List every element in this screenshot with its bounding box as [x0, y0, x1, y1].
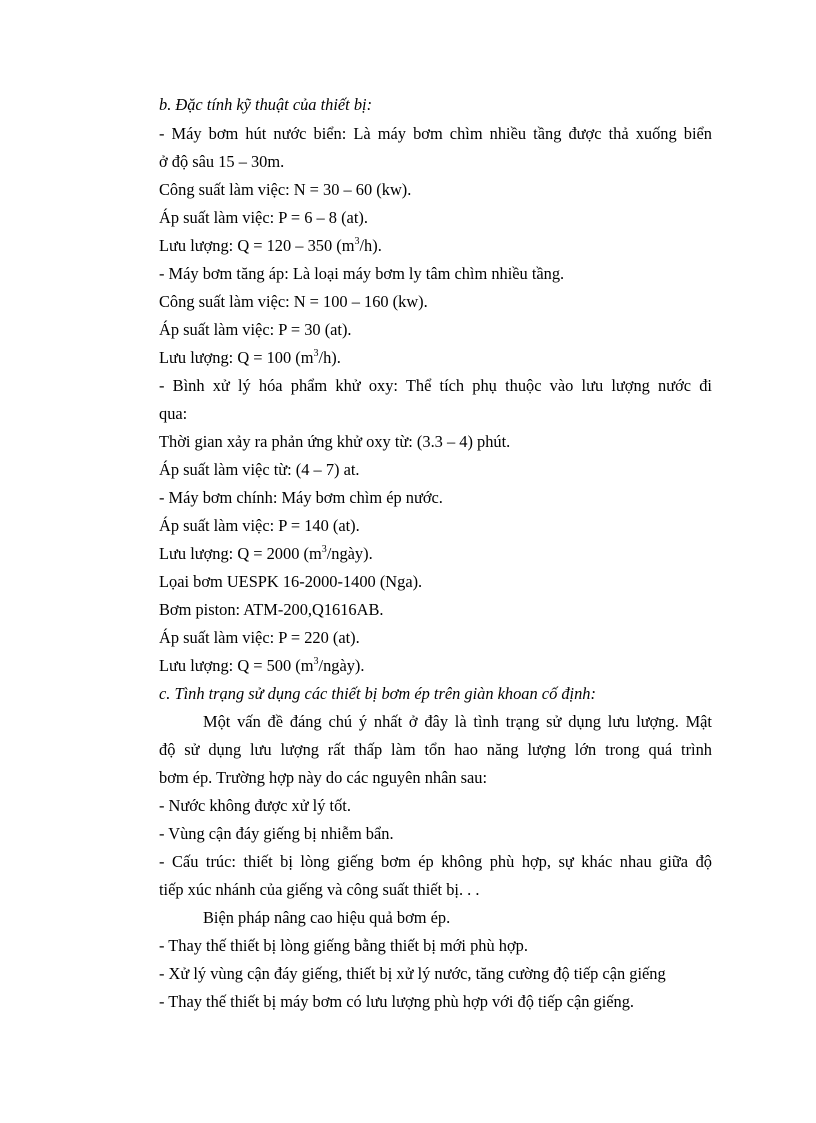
main-pump-line-1: - Máy bơm chính: Máy bơm chìm ép nước.	[159, 488, 443, 507]
main-pump-pressure: Áp suất làm việc: P = 140 (at).	[159, 516, 360, 535]
piston-pump-flow	[159, 656, 365, 676]
flow-exponent: 3	[313, 347, 319, 359]
booster-pump-power: Công suất làm việc: N = 100 – 160 (kw).	[159, 292, 428, 311]
piston-pump-line-1: Bơm piston: ATM-200,Q1616AB.	[159, 600, 384, 619]
booster-pump-flow	[159, 348, 341, 368]
heading-c: c. Tình trạng sử dụng các thiết bị bơm ép trên giàn khoan cố định:	[159, 684, 596, 703]
deoxy-tank-time: Thời gian xảy ra phản ứng khử oxy từ: (3.3 – 4) phút.	[159, 432, 511, 451]
deoxy-tank-line-2: qua:	[159, 404, 188, 423]
flow-exponent: 3	[313, 655, 319, 667]
intake-pump-power: Công suất làm việc: N = 30 – 60 (kw).	[159, 180, 412, 199]
intake-pump-pressure: Áp suất làm việc: P = 6 – 8 (at).	[159, 208, 368, 227]
flow-unit: /ngày).	[318, 656, 365, 675]
measure-item-2: - Xử lý vùng cận đáy giếng, thiết bị xử lý nước, tăng cường độ tiếp cận giếng	[159, 964, 666, 983]
flow-exponent: 3	[354, 235, 360, 247]
flow-text: Lưu lượng: Q = 120 – 350 (m	[159, 236, 355, 255]
main-pump-type: Lọai bơm UESPK 16-2000-1400 (Nga).	[159, 572, 423, 591]
cause-item-3-line-2: tiếp xúc nhánh của giếng và công suất thiết bị. . .	[159, 880, 480, 899]
deoxy-tank-pressure: Áp suất làm việc từ: (4 – 7) at.	[159, 460, 360, 479]
flow-text: Lưu lượng: Q = 500 (m	[159, 656, 314, 675]
booster-pump-pressure: Áp suất làm việc: P = 30 (at).	[159, 320, 352, 339]
flow-text: Lưu lượng: Q = 100 (m	[159, 348, 314, 367]
paragraph-1-line-1: Một vấn đề đáng chú ý nhất ở đây là tình trạng sử dụng lưu lượng. Mật	[203, 712, 712, 731]
heading-b: b. Đặc tính kỹ thuật của thiết bị:	[159, 95, 373, 114]
flow-unit: /h).	[318, 348, 341, 367]
measure-item-1: - Thay thế thiết bị lòng giếng bằng thiết bị mới phù hợp.	[159, 936, 528, 955]
cause-item-3-line-1: - Cấu trúc: thiết bị lòng giếng bơm ép không phù hợp, sự khác nhau giữa độ	[159, 852, 712, 871]
intake-pump-flow	[159, 236, 382, 256]
main-pump-flow	[159, 544, 373, 564]
deoxy-tank-line-1: - Bình xử lý hóa phẩm khử oxy: Thể tích phụ thuộc vào lưu lượng nước đi	[159, 376, 712, 395]
piston-pump-pressure: Áp suất làm việc: P = 220 (at).	[159, 628, 360, 647]
flow-text: Lưu lượng: Q = 2000 (m	[159, 544, 322, 563]
flow-unit: /ngày).	[326, 544, 373, 563]
booster-pump-line-1: - Máy bơm tăng áp: Là loại máy bơm ly tâm chìm nhiều tầng.	[159, 264, 565, 283]
flow-unit: /h).	[359, 236, 382, 255]
paragraph-1-line-3: bơm ép. Trường hợp này do các nguyên nhân sau:	[159, 768, 488, 787]
cause-item-1: - Nước không được xử lý tốt.	[159, 796, 351, 815]
intake-pump-line-1: - Máy bơm hút nước biển: Là máy bơm chìm nhiều tầng được thả xuống biển	[159, 124, 712, 143]
measure-item-3: - Thay thế thiết bị máy bơm có lưu lượng phù hợp với độ tiếp cận giếng.	[159, 992, 635, 1011]
paragraph-1-line-2: độ sử dụng lưu lượng rất thấp làm tổn hao năng lượng lớn trong quá trình	[159, 740, 712, 759]
cause-item-2: - Vùng cận đáy giếng bị nhiễm bẩn.	[159, 824, 394, 843]
flow-exponent: 3	[321, 543, 327, 555]
measures-title: Biện pháp nâng cao hiệu quả bơm ép.	[203, 908, 451, 927]
intake-pump-line-2: ở độ sâu 15 – 30m.	[159, 152, 285, 171]
